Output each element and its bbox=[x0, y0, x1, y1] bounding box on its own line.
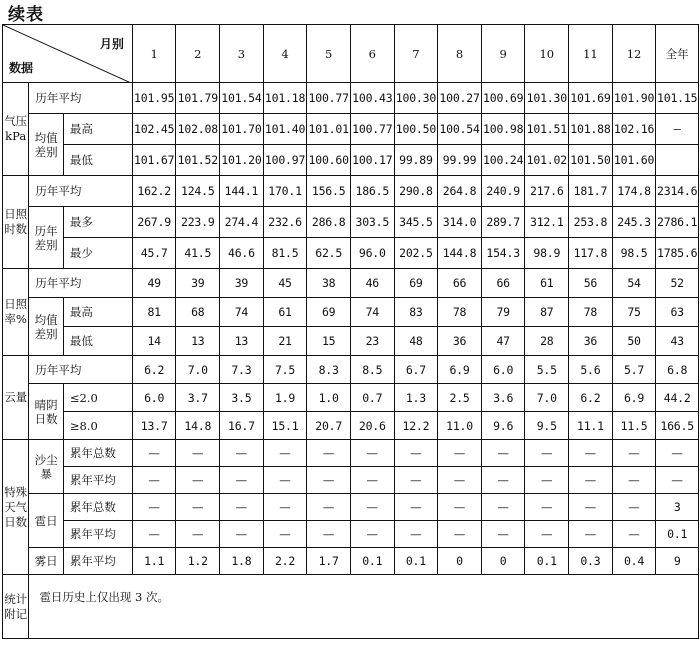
row-label: 最高 bbox=[63, 298, 132, 327]
sunshine-hours-min-cell: 144.8 bbox=[438, 238, 482, 269]
pressure-max-cell: 100.50 bbox=[394, 114, 438, 145]
row-label: 最少 bbox=[63, 238, 132, 269]
pressure-min-cell: 101.60 bbox=[612, 145, 656, 176]
row-label: 最低 bbox=[63, 145, 132, 176]
table-row bbox=[3, 467, 699, 494]
subgroup-label-hail: 雹日 bbox=[29, 494, 63, 548]
notes-text: 雹日历史上仅出现 3 次。 bbox=[29, 575, 699, 639]
row-label: ≤2.0 bbox=[63, 384, 132, 412]
table-row bbox=[3, 384, 699, 412]
cloud-clear-cell: 44.2 bbox=[656, 384, 699, 412]
sunshine-rate-avg-cell: 61 bbox=[525, 269, 569, 298]
fog-avg-cell: 1.2 bbox=[176, 548, 220, 575]
cloud-overcast-cell: 13.7 bbox=[132, 412, 176, 440]
cloud-overcast-cell: 20.7 bbox=[307, 412, 351, 440]
hail-total-cell: — bbox=[307, 494, 351, 521]
pressure-min-cell: 99.99 bbox=[438, 145, 482, 176]
sandstorm-avg-cell: — bbox=[176, 467, 220, 494]
pressure-avg-cell: 100.77 bbox=[307, 83, 351, 114]
table-row bbox=[3, 440, 699, 467]
cloud-overcast-cell: 9.6 bbox=[481, 412, 525, 440]
sandstorm-total-cell: — bbox=[307, 440, 351, 467]
pressure-min-cell: 100.97 bbox=[263, 145, 307, 176]
fog-avg-cell: 0.1 bbox=[350, 548, 394, 575]
sandstorm-total-cell: — bbox=[525, 440, 569, 467]
pressure-max-cell: 101.40 bbox=[263, 114, 307, 145]
sunshine-hours-min-cell: 62.5 bbox=[307, 238, 351, 269]
sunshine-hours-min-cell: 41.5 bbox=[176, 238, 220, 269]
pressure-max-cell: 101.01 bbox=[307, 114, 351, 145]
sandstorm-avg-cell: — bbox=[656, 467, 699, 494]
sunshine-rate-max-cell: 79 bbox=[481, 298, 525, 327]
hail-avg-cell: 0.1 bbox=[656, 521, 699, 548]
climate-table bbox=[2, 24, 699, 639]
sunshine-rate-avg-cell: 46 bbox=[350, 269, 394, 298]
pressure-max-cell: 102.16 bbox=[612, 114, 656, 145]
sandstorm-avg-cell: — bbox=[481, 467, 525, 494]
sunshine-rate-max-cell: 74 bbox=[350, 298, 394, 327]
cloud-overcast-cell: 9.5 bbox=[525, 412, 569, 440]
month-header: 6 bbox=[350, 25, 394, 83]
table-row bbox=[3, 298, 699, 327]
sunshine-hours-max-cell: 286.8 bbox=[307, 207, 351, 238]
sandstorm-avg-cell: — bbox=[350, 467, 394, 494]
fog-avg-cell: 1.8 bbox=[220, 548, 264, 575]
table-row bbox=[3, 494, 699, 521]
sunshine-hours-min-cell: 1785.6 bbox=[656, 238, 699, 269]
sunshine-hours-avg-cell: 124.5 bbox=[176, 176, 220, 207]
row-label: 历年平均 bbox=[29, 356, 132, 384]
month-header: 3 bbox=[220, 25, 264, 83]
sunshine-hours-max-cell: 314.0 bbox=[438, 207, 482, 238]
sunshine-rate-min-cell: 43 bbox=[656, 327, 699, 356]
pressure-max-cell: 102.45 bbox=[132, 114, 176, 145]
table-row bbox=[3, 207, 699, 238]
subgroup-label-fog: 雾日 bbox=[29, 548, 63, 575]
hail-total-cell: 3 bbox=[656, 494, 699, 521]
hail-total-cell: — bbox=[220, 494, 264, 521]
sunshine-rate-max-cell: 74 bbox=[220, 298, 264, 327]
group-label-pressure: 气压 kPa bbox=[3, 83, 29, 176]
cloud-avg-cell: 8.5 bbox=[350, 356, 394, 384]
sunshine-rate-min-cell: 36 bbox=[438, 327, 482, 356]
fog-avg-cell: 0.1 bbox=[525, 548, 569, 575]
sandstorm-avg-cell: — bbox=[220, 467, 264, 494]
pressure-avg-cell: 101.79 bbox=[176, 83, 220, 114]
fog-avg-cell: 0 bbox=[438, 548, 482, 575]
sunshine-hours-avg-cell: 217.6 bbox=[525, 176, 569, 207]
sunshine-rate-min-cell: 50 bbox=[612, 327, 656, 356]
pressure-avg-cell: 100.43 bbox=[350, 83, 394, 114]
sunshine-rate-avg-cell: 54 bbox=[612, 269, 656, 298]
pressure-avg-cell: 101.54 bbox=[220, 83, 264, 114]
sunshine-hours-avg-cell: 290.8 bbox=[394, 176, 438, 207]
header-row bbox=[3, 25, 699, 83]
cloud-avg-cell: 5.5 bbox=[525, 356, 569, 384]
fog-avg-cell: 1.7 bbox=[307, 548, 351, 575]
pressure-max-cell: 100.77 bbox=[350, 114, 394, 145]
sunshine-rate-min-cell: 21 bbox=[263, 327, 307, 356]
pressure-avg-cell: 101.95 bbox=[132, 83, 176, 114]
hail-total-cell: — bbox=[132, 494, 176, 521]
hail-avg-cell: — bbox=[525, 521, 569, 548]
group-label-cloud: 云量 bbox=[3, 356, 29, 440]
sunshine-rate-max-cell: 61 bbox=[263, 298, 307, 327]
hail-total-cell: — bbox=[525, 494, 569, 521]
sunshine-rate-min-cell: 13 bbox=[220, 327, 264, 356]
cloud-avg-cell: 5.7 bbox=[612, 356, 656, 384]
cloud-overcast-cell: 11.5 bbox=[612, 412, 656, 440]
hail-avg-cell: — bbox=[350, 521, 394, 548]
fog-avg-cell: 0.4 bbox=[612, 548, 656, 575]
group-label-special-weather: 特殊天气日数 bbox=[3, 440, 29, 575]
pressure-max-cell: 101.51 bbox=[525, 114, 569, 145]
header-corner bbox=[3, 25, 133, 83]
hail-total-cell: — bbox=[263, 494, 307, 521]
pressure-min-cell: 101.20 bbox=[220, 145, 264, 176]
month-header: 4 bbox=[263, 25, 307, 83]
sunshine-rate-avg-cell: 45 bbox=[263, 269, 307, 298]
table-row bbox=[3, 327, 699, 356]
month-header: 12 bbox=[612, 25, 656, 83]
hail-avg-cell: — bbox=[569, 521, 613, 548]
cloud-overcast-cell: 14.8 bbox=[176, 412, 220, 440]
pressure-min-cell: 101.52 bbox=[176, 145, 220, 176]
group-label-sunshine-rate: 日照率% bbox=[3, 269, 29, 356]
table-caption: 续表 bbox=[8, 5, 44, 25]
sunshine-rate-max-cell: 75 bbox=[612, 298, 656, 327]
sunshine-hours-min-cell: 46.6 bbox=[220, 238, 264, 269]
cloud-clear-cell: 3.7 bbox=[176, 384, 220, 412]
sunshine-rate-min-cell: 28 bbox=[525, 327, 569, 356]
pressure-min-cell: 100.24 bbox=[481, 145, 525, 176]
sunshine-rate-min-cell: 36 bbox=[569, 327, 613, 356]
sandstorm-total-cell: — bbox=[132, 440, 176, 467]
fog-avg-cell: 9 bbox=[656, 548, 699, 575]
sunshine-hours-max-cell: 303.5 bbox=[350, 207, 394, 238]
cloud-overcast-cell: 16.7 bbox=[220, 412, 264, 440]
cloud-avg-cell: 7.3 bbox=[220, 356, 264, 384]
table-row bbox=[3, 521, 699, 548]
fog-avg-cell: 2.2 bbox=[263, 548, 307, 575]
sandstorm-total-cell: — bbox=[481, 440, 525, 467]
cloud-avg-cell: 7.5 bbox=[263, 356, 307, 384]
cloud-avg-cell: 7.0 bbox=[176, 356, 220, 384]
cloud-avg-cell: 8.3 bbox=[307, 356, 351, 384]
sunshine-rate-avg-cell: 56 bbox=[569, 269, 613, 298]
hail-avg-cell: — bbox=[132, 521, 176, 548]
hail-total-cell: — bbox=[438, 494, 482, 521]
sunshine-rate-avg-cell: 66 bbox=[481, 269, 525, 298]
cloud-clear-cell: 1.3 bbox=[394, 384, 438, 412]
cloud-avg-cell: 6.8 bbox=[656, 356, 699, 384]
group-label-notes: 统计附记 bbox=[3, 575, 29, 639]
cloud-clear-cell: 0.7 bbox=[350, 384, 394, 412]
sunshine-rate-avg-cell: 39 bbox=[220, 269, 264, 298]
month-header: 全年 bbox=[656, 25, 699, 83]
sandstorm-avg-cell: — bbox=[569, 467, 613, 494]
pressure-max-cell: 101.88 bbox=[569, 114, 613, 145]
hail-avg-cell: — bbox=[438, 521, 482, 548]
sunshine-rate-max-cell: 81 bbox=[132, 298, 176, 327]
subgroup-label: 均值差别 bbox=[29, 114, 63, 176]
pressure-min-cell: 100.60 bbox=[307, 145, 351, 176]
sunshine-hours-max-cell: 289.7 bbox=[481, 207, 525, 238]
cloud-overcast-cell: 15.1 bbox=[263, 412, 307, 440]
sunshine-hours-min-cell: 45.7 bbox=[132, 238, 176, 269]
month-header: 1 bbox=[132, 25, 176, 83]
sunshine-rate-avg-cell: 49 bbox=[132, 269, 176, 298]
row-label: 累年平均 bbox=[63, 521, 132, 548]
sandstorm-avg-cell: — bbox=[263, 467, 307, 494]
fog-avg-cell: 0 bbox=[481, 548, 525, 575]
hail-total-cell: — bbox=[569, 494, 613, 521]
pressure-max-cell: 102.08 bbox=[176, 114, 220, 145]
table-row bbox=[3, 356, 699, 384]
hail-avg-cell: — bbox=[176, 521, 220, 548]
cloud-clear-cell: 1.0 bbox=[307, 384, 351, 412]
hail-avg-cell: — bbox=[307, 521, 351, 548]
cloud-avg-cell: 5.6 bbox=[569, 356, 613, 384]
sunshine-hours-avg-cell: 170.1 bbox=[263, 176, 307, 207]
sunshine-hours-min-cell: 98.9 bbox=[525, 238, 569, 269]
subgroup-label-sandstorm: 沙尘暴 bbox=[29, 440, 63, 494]
sunshine-hours-max-cell: 312.1 bbox=[525, 207, 569, 238]
pressure-min-cell: 99.89 bbox=[394, 145, 438, 176]
pressure-min-cell: 100.17 bbox=[350, 145, 394, 176]
pressure-avg-cell: 101.18 bbox=[263, 83, 307, 114]
hail-total-cell: — bbox=[481, 494, 525, 521]
hail-total-cell: — bbox=[350, 494, 394, 521]
row-label: 历年平均 bbox=[29, 83, 132, 114]
sunshine-hours-avg-cell: 240.9 bbox=[481, 176, 525, 207]
sunshine-hours-max-cell: 274.4 bbox=[220, 207, 264, 238]
pressure-avg-cell: 100.27 bbox=[438, 83, 482, 114]
table-row bbox=[3, 83, 699, 114]
sunshine-hours-avg-cell: 156.5 bbox=[307, 176, 351, 207]
pressure-avg-cell: 100.30 bbox=[394, 83, 438, 114]
sunshine-rate-min-cell: 47 bbox=[481, 327, 525, 356]
cloud-avg-cell: 6.0 bbox=[481, 356, 525, 384]
sunshine-hours-min-cell: 202.5 bbox=[394, 238, 438, 269]
row-label: 最低 bbox=[63, 327, 132, 356]
cloud-avg-cell: 6.2 bbox=[132, 356, 176, 384]
row-label: 历年平均 bbox=[29, 269, 132, 298]
pressure-max-cell: — bbox=[656, 114, 699, 145]
sunshine-rate-max-cell: 69 bbox=[307, 298, 351, 327]
pressure-avg-cell: 101.69 bbox=[569, 83, 613, 114]
fog-avg-cell: 0.1 bbox=[394, 548, 438, 575]
corner-data-label: 数据 bbox=[9, 61, 34, 75]
sunshine-rate-max-cell: 78 bbox=[438, 298, 482, 327]
sandstorm-total-cell: — bbox=[438, 440, 482, 467]
subgroup-label: 历年差别 bbox=[29, 207, 63, 269]
sunshine-rate-avg-cell: 69 bbox=[394, 269, 438, 298]
table-row bbox=[3, 238, 699, 269]
month-header: 5 bbox=[307, 25, 351, 83]
pressure-avg-cell: 101.90 bbox=[612, 83, 656, 114]
sandstorm-avg-cell: — bbox=[307, 467, 351, 494]
row-label: 累年平均 bbox=[63, 467, 132, 494]
sandstorm-total-cell: — bbox=[176, 440, 220, 467]
month-header: 10 bbox=[525, 25, 569, 83]
sunshine-hours-max-cell: 245.3 bbox=[612, 207, 656, 238]
hail-total-cell: — bbox=[394, 494, 438, 521]
sunshine-rate-min-cell: 14 bbox=[132, 327, 176, 356]
pressure-max-cell: 100.98 bbox=[481, 114, 525, 145]
sandstorm-total-cell: — bbox=[394, 440, 438, 467]
row-label: ≥8.0 bbox=[63, 412, 132, 440]
sunshine-rate-max-cell: 87 bbox=[525, 298, 569, 327]
cloud-clear-cell: 6.0 bbox=[132, 384, 176, 412]
sunshine-hours-avg-cell: 162.2 bbox=[132, 176, 176, 207]
cloud-clear-cell: 6.9 bbox=[612, 384, 656, 412]
cloud-clear-cell: 6.2 bbox=[569, 384, 613, 412]
sunshine-hours-max-cell: 267.9 bbox=[132, 207, 176, 238]
sunshine-hours-min-cell: 81.5 bbox=[263, 238, 307, 269]
sandstorm-total-cell: — bbox=[656, 440, 699, 467]
hail-avg-cell: — bbox=[612, 521, 656, 548]
sunshine-hours-min-cell: 154.3 bbox=[481, 238, 525, 269]
row-label: 累年总数 bbox=[63, 440, 132, 467]
pressure-min-cell: 101.67 bbox=[132, 145, 176, 176]
hail-avg-cell: — bbox=[394, 521, 438, 548]
table-row bbox=[3, 176, 699, 207]
row-label: 最多 bbox=[63, 207, 132, 238]
sunshine-hours-max-cell: 2786.1 bbox=[656, 207, 699, 238]
sunshine-hours-min-cell: 117.8 bbox=[569, 238, 613, 269]
sunshine-rate-max-cell: 68 bbox=[176, 298, 220, 327]
hail-avg-cell: — bbox=[220, 521, 264, 548]
sunshine-hours-min-cell: 96.0 bbox=[350, 238, 394, 269]
sunshine-rate-min-cell: 13 bbox=[176, 327, 220, 356]
hail-avg-cell: — bbox=[481, 521, 525, 548]
pressure-max-cell: 101.70 bbox=[220, 114, 264, 145]
sunshine-rate-avg-cell: 66 bbox=[438, 269, 482, 298]
corner-month-label: 月别 bbox=[99, 37, 124, 51]
hail-total-cell: — bbox=[612, 494, 656, 521]
sunshine-rate-avg-cell: 52 bbox=[656, 269, 699, 298]
cloud-overcast-cell: 166.5 bbox=[656, 412, 699, 440]
hail-total-cell: — bbox=[176, 494, 220, 521]
cloud-clear-cell: 1.9 bbox=[263, 384, 307, 412]
cloud-avg-cell: 6.9 bbox=[438, 356, 482, 384]
row-label: 累年总数 bbox=[63, 494, 132, 521]
sunshine-hours-avg-cell: 144.1 bbox=[220, 176, 264, 207]
subgroup-label: 晴阴日数 bbox=[29, 384, 63, 440]
sunshine-hours-max-cell: 232.6 bbox=[263, 207, 307, 238]
sunshine-rate-min-cell: 15 bbox=[307, 327, 351, 356]
month-header: 9 bbox=[481, 25, 525, 83]
month-header: 7 bbox=[394, 25, 438, 83]
sandstorm-total-cell: — bbox=[569, 440, 613, 467]
sandstorm-avg-cell: — bbox=[394, 467, 438, 494]
sunshine-hours-avg-cell: 264.8 bbox=[438, 176, 482, 207]
sunshine-hours-avg-cell: 174.8 bbox=[612, 176, 656, 207]
row-label: 历年平均 bbox=[29, 176, 132, 207]
table-row bbox=[3, 412, 699, 440]
sunshine-hours-max-cell: 345.5 bbox=[394, 207, 438, 238]
cloud-avg-cell: 6.7 bbox=[394, 356, 438, 384]
pressure-avg-cell: 101.15 bbox=[656, 83, 699, 114]
pressure-min-cell bbox=[656, 145, 699, 176]
table-row bbox=[3, 548, 699, 575]
sunshine-hours-min-cell: 98.5 bbox=[612, 238, 656, 269]
fog-avg-cell: 0.3 bbox=[569, 548, 613, 575]
sunshine-hours-avg-cell: 186.5 bbox=[350, 176, 394, 207]
cloud-clear-cell: 2.5 bbox=[438, 384, 482, 412]
sandstorm-total-cell: — bbox=[612, 440, 656, 467]
month-header: 11 bbox=[569, 25, 613, 83]
cloud-clear-cell: 7.0 bbox=[525, 384, 569, 412]
cloud-overcast-cell: 12.2 bbox=[394, 412, 438, 440]
sunshine-rate-max-cell: 63 bbox=[656, 298, 699, 327]
row-label: 累年平均 bbox=[63, 548, 132, 575]
pressure-max-cell: 100.54 bbox=[438, 114, 482, 145]
sunshine-hours-avg-cell: 181.7 bbox=[569, 176, 613, 207]
table-row bbox=[3, 114, 699, 145]
row-label: 最高 bbox=[63, 114, 132, 145]
pressure-avg-cell: 101.30 bbox=[525, 83, 569, 114]
pressure-min-cell: 101.50 bbox=[569, 145, 613, 176]
hail-avg-cell: — bbox=[263, 521, 307, 548]
sandstorm-avg-cell: — bbox=[612, 467, 656, 494]
sunshine-rate-avg-cell: 38 bbox=[307, 269, 351, 298]
sandstorm-total-cell: — bbox=[263, 440, 307, 467]
pressure-avg-cell: 100.69 bbox=[481, 83, 525, 114]
group-label-sunshine-hours: 日照时数 bbox=[3, 176, 29, 269]
sunshine-rate-min-cell: 48 bbox=[394, 327, 438, 356]
sandstorm-avg-cell: — bbox=[525, 467, 569, 494]
month-header: 8 bbox=[438, 25, 482, 83]
cloud-clear-cell: 3.6 bbox=[481, 384, 525, 412]
table-row bbox=[3, 145, 699, 176]
table-row bbox=[3, 269, 699, 298]
month-header: 2 bbox=[176, 25, 220, 83]
sunshine-rate-min-cell: 23 bbox=[350, 327, 394, 356]
cloud-overcast-cell: 20.6 bbox=[350, 412, 394, 440]
fog-avg-cell: 1.1 bbox=[132, 548, 176, 575]
sandstorm-avg-cell: — bbox=[132, 467, 176, 494]
cloud-clear-cell: 3.5 bbox=[220, 384, 264, 412]
subgroup-label: 均值差别 bbox=[29, 298, 63, 356]
sunshine-hours-avg-cell: 2314.6 bbox=[656, 176, 699, 207]
cloud-overcast-cell: 11.0 bbox=[438, 412, 482, 440]
sandstorm-total-cell: — bbox=[220, 440, 264, 467]
cloud-overcast-cell: 11.1 bbox=[569, 412, 613, 440]
sandstorm-avg-cell: — bbox=[438, 467, 482, 494]
sunshine-rate-max-cell: 78 bbox=[569, 298, 613, 327]
sunshine-hours-max-cell: 253.8 bbox=[569, 207, 613, 238]
sunshine-rate-max-cell: 83 bbox=[394, 298, 438, 327]
table-row bbox=[3, 575, 699, 639]
sunshine-rate-avg-cell: 39 bbox=[176, 269, 220, 298]
sandstorm-total-cell: — bbox=[350, 440, 394, 467]
sunshine-hours-max-cell: 223.9 bbox=[176, 207, 220, 238]
pressure-min-cell: 101.02 bbox=[525, 145, 569, 176]
